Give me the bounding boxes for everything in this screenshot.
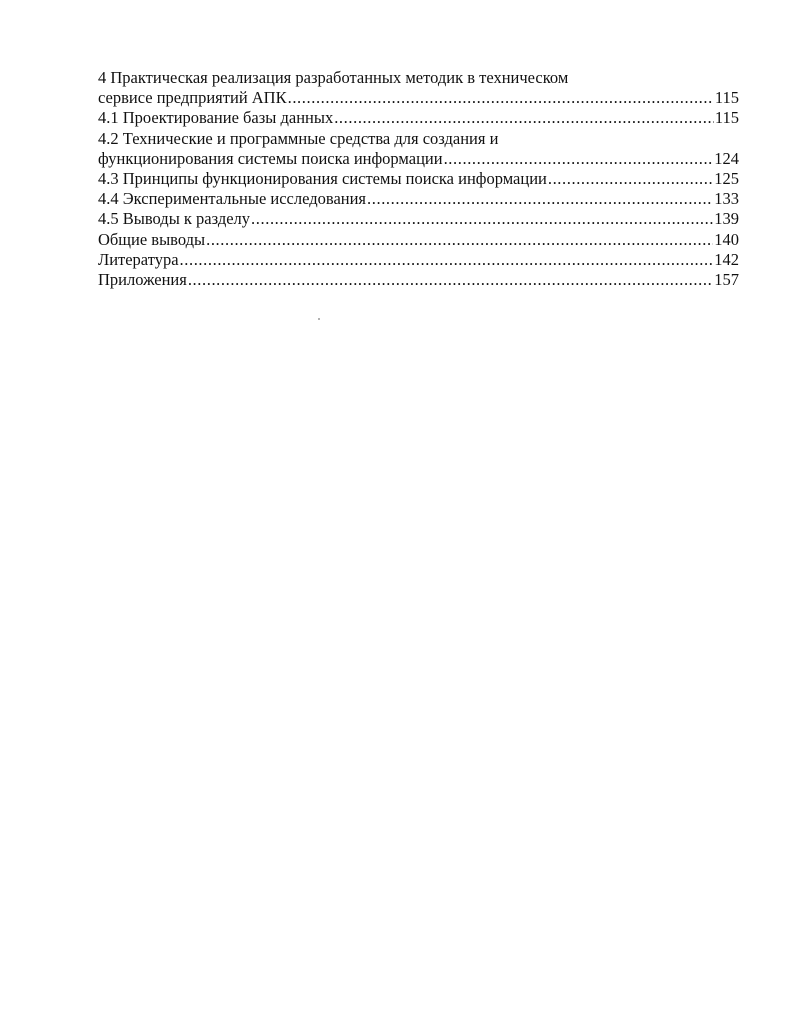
- toc-entry-title: 4.3 Принципы функционирования системы поиска информации: [98, 168, 547, 188]
- toc-entry-title: сервисе предприятий АПК: [98, 88, 287, 108]
- toc-entry-4-2: [98, 129, 739, 169]
- toc-entry-4-5: [98, 209, 739, 229]
- dot-leader: [188, 270, 713, 290]
- toc-page-number: 115: [714, 88, 739, 108]
- toc-entry-title-line: 4.2 Технические и программные средства для создания и: [98, 128, 499, 148]
- toc-entry-title: 4.5 Выводы к разделу: [98, 209, 251, 229]
- toc-entry-title-line: 4 Практическая реализация разработанных методик в техническом: [98, 68, 569, 87]
- toc-page-number: 124: [714, 148, 739, 168]
- toc-entry-4-4: [98, 189, 739, 209]
- dot-leader: [251, 209, 713, 229]
- toc-entry-appendices: [98, 270, 739, 290]
- toc-page-number: 157: [714, 269, 739, 289]
- toc-entry-title: Приложения: [98, 269, 187, 289]
- toc-entry-title: 4.4 Экспериментальные исследования: [98, 189, 367, 209]
- toc-page-number: 133: [714, 189, 739, 209]
- toc-entry-4-1: [98, 108, 739, 128]
- toc-page-number: 140: [714, 229, 739, 249]
- toc-page-number: 139: [714, 209, 739, 229]
- dot-leader: [180, 250, 714, 270]
- toc-entry-literature: [98, 250, 739, 270]
- dot-leader: [288, 88, 714, 108]
- toc-page-number: 115: [714, 108, 739, 128]
- toc-entry-4-3: [98, 169, 739, 189]
- dot-leader: [367, 189, 713, 209]
- dot-leader: [548, 169, 713, 189]
- toc-entry-chapter-4: [98, 68, 739, 108]
- toc-entry-general-conclusions: [98, 230, 739, 250]
- toc-entry-title: Общие выводы: [98, 229, 206, 249]
- toc-page-number: 142: [714, 249, 739, 269]
- toc-page-number: 125: [714, 168, 739, 188]
- table-of-contents: [98, 68, 739, 290]
- scan-speck: [318, 318, 320, 320]
- toc-entry-title: 4.1 Проектирование базы данных: [98, 108, 334, 128]
- dot-leader: [206, 230, 713, 250]
- toc-entry-title: функционирования системы поиска информации: [98, 148, 443, 168]
- dot-leader: [444, 149, 714, 169]
- toc-entry-title: Литература: [98, 249, 179, 269]
- dot-leader: [334, 108, 714, 128]
